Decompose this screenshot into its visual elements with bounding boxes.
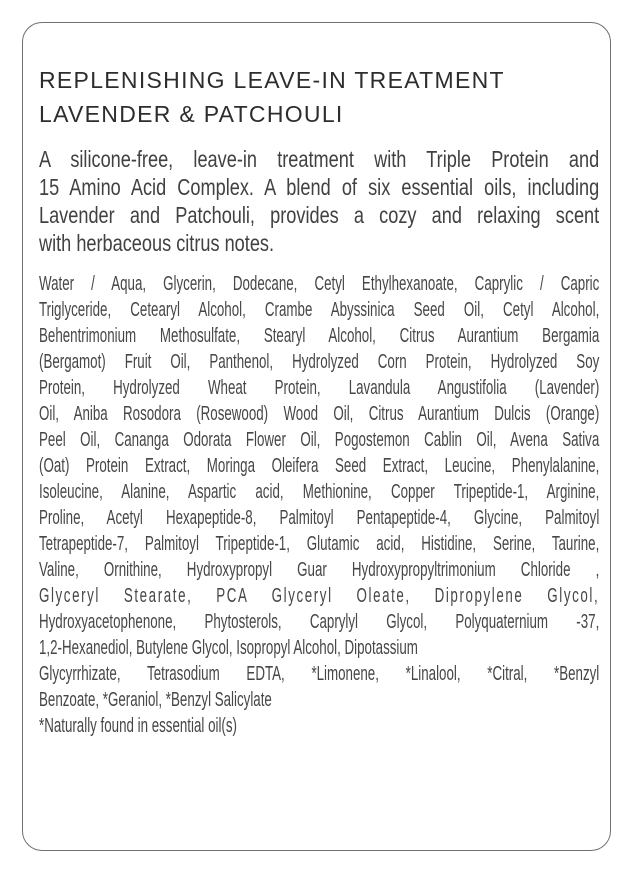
- description-line: Lavender and Patchouli, provides a cozy and relaxing scent: [39, 202, 600, 228]
- ingredients-line: Benzoate, *Geraniol, *Benzyl Salicylate: [39, 689, 272, 711]
- description-line: 15 Amino Acid Complex. A blend of six essential oils, including: [39, 174, 600, 200]
- ingredients-line: Hydroxyacetophenone, Phytosterols, Caprylyl Glycol, Polyquaternium -37,: [39, 611, 600, 633]
- product-title-line1: REPLENISHING LEAVE-IN TREATMENT: [39, 67, 505, 93]
- ingredients-line: Proline, Acetyl Hexapeptide-8, Palmitoyl Pentapeptide-4, Glycine, Palmitoyl: [39, 507, 600, 529]
- product-description: [39, 145, 599, 257]
- ingredients-line: Tetrapeptide-7, Palmitoyl Tripeptide-1, Glutamic acid, Histidine, Serine, Taurine,: [39, 533, 600, 555]
- ingredients-line: Oil, Aniba Rosodora (Rosewood) Wood Oil, Citrus Aurantium Dulcis (Orange): [39, 403, 600, 425]
- product-title: [39, 63, 610, 131]
- ingredients-footnote: *Naturally found in essential oil(s): [39, 715, 237, 737]
- ingredients-line: Isoleucine, Alanine, Aspartic acid, Methionine, Copper Tripeptide-1, Arginine,: [39, 481, 600, 503]
- product-label-card: [22, 22, 611, 851]
- ingredients-line: Triglyceride, Cetearyl Alcohol, Crambe Abyssinica Seed Oil, Cetyl Alcohol,: [39, 299, 600, 321]
- ingredients-list: [39, 271, 599, 713]
- ingredients-line: Behentrimonium Methosulfate, Stearyl Alcohol, Citrus Aurantium Bergamia: [39, 325, 600, 347]
- ingredients-line: (Bergamot) Fruit Oil, Panthenol, Hydrolyzed Corn Protein, Hydrolyzed Soy: [39, 351, 600, 373]
- description-line: with herbaceous citrus notes.: [39, 230, 275, 256]
- description-line: A silicone-free, leave-in treatment with Triple Protein and: [39, 146, 600, 172]
- ingredients-section: [39, 271, 599, 739]
- ingredients-line: Valine, Ornithine, Hydroxypropyl Guar Hydroxypropyltrimonium Chloride ,: [39, 559, 600, 581]
- ingredients-line: 1,2-Hexanediol, Butylene Glycol, Isopropyl Alcohol, Dipotassium: [39, 637, 418, 659]
- product-title-line2: LAVENDER & PATCHOULI: [39, 101, 344, 127]
- ingredients-line: Glyceryl Stearate, PCA Glyceryl Oleate, Dipropylene Glycol,: [39, 585, 600, 607]
- ingredients-line: Protein, Hydrolyzed Wheat Protein, Lavandula Angustifolia (Lavender): [39, 377, 600, 399]
- ingredients-line: (Oat) Protein Extract, Moringa Oleifera Seed Extract, Leucine, Phenylalanine,: [39, 455, 600, 477]
- ingredients-line: Water / Aqua, Glycerin, Dodecane, Cetyl Ethylhexanoate, Caprylic / Capric: [39, 273, 600, 295]
- ingredients-line: Peel Oil, Cananga Odorata Flower Oil, Pogostemon Cablin Oil, Avena Sativa: [39, 429, 600, 451]
- ingredients-line: Glycyrrhizate, Tetrasodium EDTA, *Limonene, *Linalool, *Citral, *Benzyl: [39, 663, 600, 685]
